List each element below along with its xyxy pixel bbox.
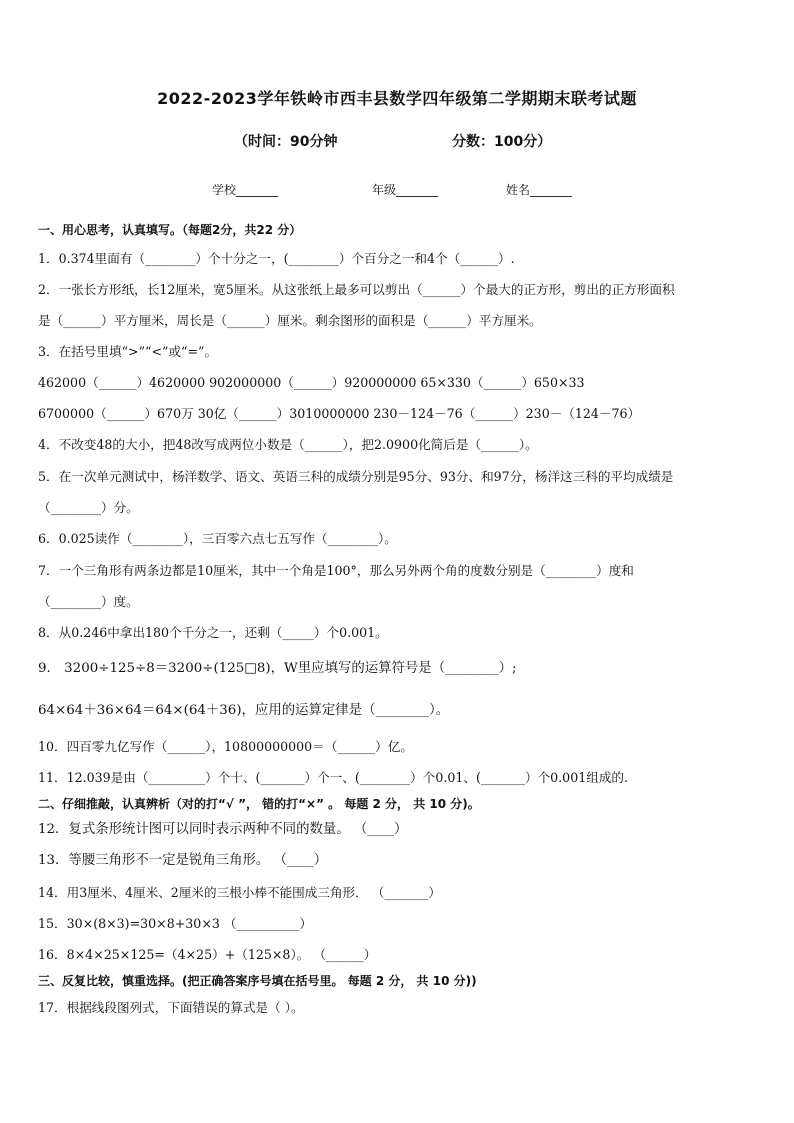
question-line: 1．0.374里面有（________）个十分之一，(________）个百分之一和4个（______）. <box>38 251 515 266</box>
question-line: 8．从0.246中拿出180个千分之一，还剩（_____）个0.001。 <box>38 625 388 640</box>
question-line: 10．四百零九亿写作（______），10800000000＝（______）亿。 <box>38 739 413 754</box>
question-line: 13．等腰三角形不一定是锐角三角形。 （____） <box>38 853 328 868</box>
question-line: 6700000（______）670万 30亿（______）3010000000 230－124－76（______）230－（124－76） <box>38 406 641 421</box>
question-line: 12．复式条形统计图可以同时表示两种不同的数量。 （____） <box>38 822 408 837</box>
question-line: 7．一个三角形有两条边都是10厘米，其中一个角是100°，那么另外两个角的度数分别是（________）度和 <box>38 563 634 578</box>
section-2-heading: 二、仔细推敲，认真辨析（对的打“√ ”， 错的打“×” 。 每题 2 分， 共 10 分)。 <box>38 797 480 811</box>
question-line: 6．0.025读作（________），三百零六点七五写作（________）。 <box>38 531 397 546</box>
question-line: （________）分。 <box>38 500 139 515</box>
question-line: 5．在一次单元测试中，杨洋数学、语文、英语三科的成绩分别是95分、93分、和97分，杨洋这三科的平均成绩是 <box>38 469 674 484</box>
grade-field: 年级_______ <box>372 183 439 197</box>
school-field: 学校_______ <box>212 183 279 197</box>
question-line: 64×64＋36×64＝64×(64＋36)，应用的运算定律是（________）。 <box>38 703 450 718</box>
question-line: 462000（______）4620000 902000000（______）920000000 65×330（______）650×33 <box>38 375 585 390</box>
question-line: 16．8×4×25×125=（4×25）+（125×8）。 （______） <box>38 947 377 962</box>
question-line: 9． 3200÷125÷8＝3200÷(125□8)，W里应填写的运算符号是（________）; <box>38 661 517 676</box>
name-field: 姓名_______ <box>506 183 573 197</box>
section-3-heading: 三、反复比较，慎重选择。(把正确答案序号填在括号里。 每题 2 分， 共 10 分)) <box>38 974 477 988</box>
exam-time: （时间：90分钟 <box>234 134 338 150</box>
exam-score: 分数：100分） <box>452 134 552 150</box>
question-line: 15．30×(8×3)=30×8+30×3 （__________） <box>38 916 313 931</box>
page-title: 2022-2023学年铁岭市西丰县数学四年级第二学期期末联考试题 <box>157 89 637 108</box>
question-line: 3．在括号里填“>”“<”或“=”。 <box>38 344 218 359</box>
question-line: 2．一张长方形纸，长12厘米，宽5厘米。从这张纸上最多可以剪出（______）个最大的正方形，剪出的正方形面积 <box>38 282 675 297</box>
question-line: 17．根据线段图列式，下面错误的算式是（ ）。 <box>38 1000 304 1015</box>
question-line: 14．用3厘米、4厘米、2厘米的三根小棒不能围成三角形． （_______） <box>38 885 441 900</box>
question-line: 是（______）平方厘米，周长是（______）厘米。剩余图形的面积是（______）平方厘米。 <box>38 313 542 328</box>
question-line: 4．不改变48的大小，把48改写成两位小数是（______），把2.0900化简后是（______）。 <box>38 437 538 452</box>
question-line: 11．12.039是由（_________）个十、(_______）个一、(________）个0.01、(_______）个0.001组成的. <box>38 770 629 785</box>
question-line: （________）度。 <box>38 594 139 609</box>
section-1-heading: 一、用心思考，认真填写。（每题2分，共22 分） <box>38 223 302 237</box>
